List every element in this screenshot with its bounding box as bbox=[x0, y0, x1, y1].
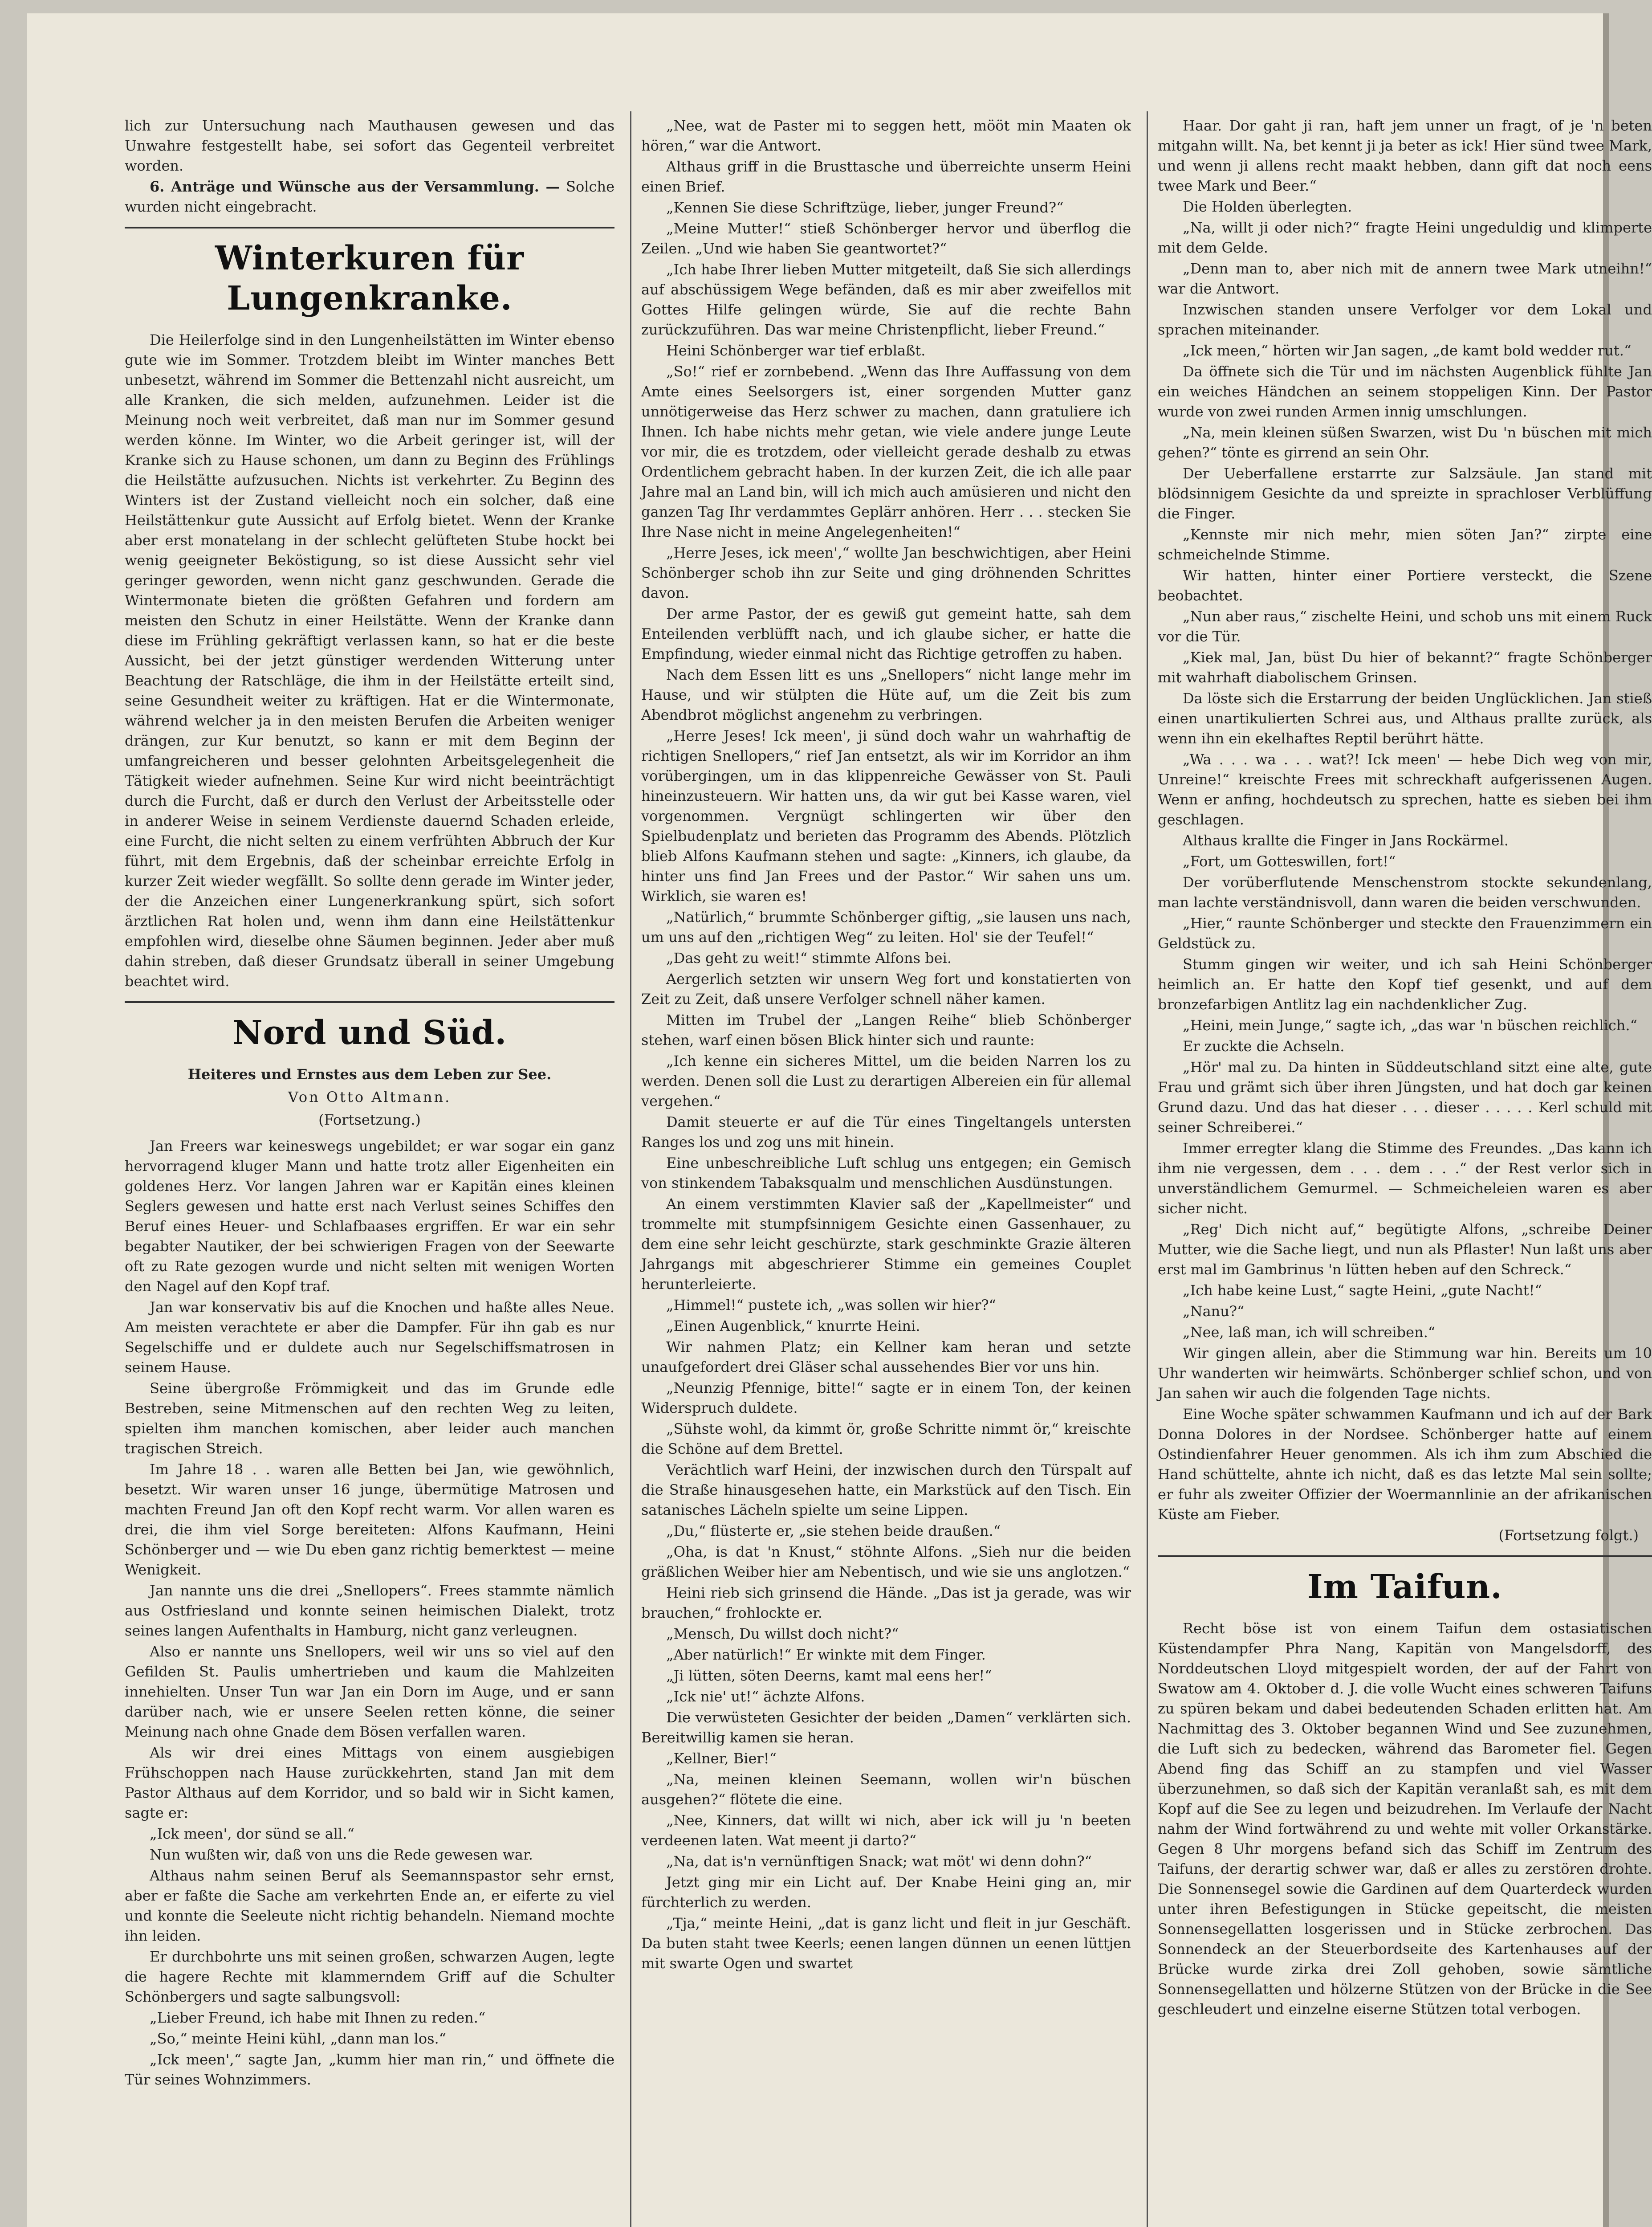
article-paragraph: Seine übergroße Frömmigkeit und das im Grunde edle Bestreben, seine Mitmenschen auf den rechten Weg zu leiten, spielten ihm manchen komischen, aber leider auch manchen tragischen Streich. bbox=[125, 1380, 614, 1457]
article-paragraph: „Lieber Freund, ich habe mit Ihnen zu reden.“ bbox=[150, 2009, 486, 2026]
article-paragraph: „Kennste mir nich mehr, mien söten Jan?“ zirpte eine schmeichelnde Stimme. bbox=[1158, 526, 1652, 563]
article-paragraph: Althaus nahm seinen Beruf als Seemannspastor sehr ernst, aber er faßte die Sache am verkehrten Ende an, er eiferte zu viel und konnte die Seeleute nicht richtig behandeln. Niemand mochte ihn leiden. bbox=[125, 1867, 614, 1944]
article-paragraph: „Denn man to, aber nich mit de annern twee Mark utneihn!“ war die Antwort. bbox=[1158, 260, 1652, 297]
article-body-winterkuren bbox=[125, 330, 614, 991]
article-paragraph: „Herre Jeses, ick meen',“ wollte Jan beschwichtigen, aber Heini Schönberger schob ihn zur Seite und ging dröhnenden Schrittes davon. bbox=[641, 544, 1131, 601]
article-paragraph: „Nee, Kinners, dat willt wi nich, aber ick will ju 'n beeten verdeenen laten. Wat meent ji darto?“ bbox=[641, 1812, 1131, 1849]
article-paragraph: „Ich habe keine Lust,“ sagte Heini, „gute Nacht!“ bbox=[1183, 1282, 1542, 1299]
article-paragraph: „Nun aber raus,“ zischelte Heini, und schob uns mit einem Ruck vor die Tür. bbox=[1158, 608, 1652, 645]
motion-paragraph bbox=[125, 177, 614, 217]
article-paragraph: Nun wußten wir, daß von uns die Rede gewesen war. bbox=[150, 1846, 533, 1863]
article-title-im-taifun: Im Taifun. bbox=[1307, 1568, 1502, 1606]
article-paragraph: Die verwüsteten Gesichter der beiden „Damen“ verklärten sich. Bereitwillig kamen sie heran. bbox=[641, 1709, 1131, 1746]
article-paragraph: „Mensch, Du willst doch nicht?“ bbox=[666, 1625, 899, 1642]
article-paragraph: Heini Schönberger war tief erblaßt. bbox=[666, 342, 926, 359]
article-paragraph: Im Jahre 18 . . waren alle Betten bei Jan, wie gewöhnlich, besetzt. Wir waren unser 16 junge, übermütige Matrosen und machten Freund Jan oft den Kopf recht warm. Vor allen waren es drei, die ihm viel Sorge bereiteten: Alfons Kaufmann, Heini Schönberger und — wie Du eben ganz richtig bemerktest — meine Wenigkeit. bbox=[125, 1461, 614, 1578]
article-paragraph: Der Ueberfallene erstarrte zur Salzsäule. Jan stand mit blödsinnigem Gesichte da und spreizte in sprachloser Verblüffung die Finger. bbox=[1158, 465, 1652, 522]
article-paragraph: Nach dem Essen litt es uns „Snellopers“ nicht lange mehr im Hause, und wir stülpten die Hüte auf, um die Zeit bis zum Abendbrot möglichst angenehm zu verbringen. bbox=[641, 666, 1131, 723]
article-paragraph: „Na, mein kleinen süßen Swarzen, wist Du 'n büschen mit mich gehen?“ tönte es girrend an sein Ohr. bbox=[1158, 424, 1652, 461]
column-2 bbox=[641, 116, 1131, 1974]
article-paragraph: Mitten im Trubel der „Langen Reihe“ blieb Schönberger stehen, warf einen bösen Blick hinter sich und raunte: bbox=[641, 1012, 1131, 1048]
article-subtitle: Heiteres und Ernstes aus dem Leben zur See. bbox=[187, 1066, 552, 1083]
article-paragraph: Der vorüberflutende Menschenstrom stockte sekundenlang, man lachte verständnisvoll, dann waren die beiden verschwunden. bbox=[1158, 874, 1652, 911]
column-divider-right bbox=[1147, 111, 1148, 2227]
article-paragraph: Die Holden überlegten. bbox=[1183, 198, 1352, 215]
article-paragraph: „Tja,“ meinte Heini, „dat is ganz licht und fleit in jur Geschäft. Da buten staht twee Keerls; eenen langen dünnen un eenen lüttjen mit swarte Ogen und swartet bbox=[641, 1915, 1131, 1972]
article-paragraph: Er durchbohrte uns mit seinen großen, schwarzen Augen, legte die hagere Rechte mit klammerndem Griff auf die Schulter Schönbergers und sagte salbungsvoll: bbox=[125, 1948, 614, 2005]
motion-heading: 6. Anträge und Wünsche aus der Versammlung. — bbox=[150, 178, 560, 195]
article-paragraph: „Na, dat is'n vernünftigen Snack; wat möt' wi denn dohn?“ bbox=[666, 1853, 1092, 1870]
article-paragraph: „Fort, um Gotteswillen, fort!“ bbox=[1183, 853, 1396, 870]
article-paragraph: „Ich habe Ihrer lieben Mutter mitgeteilt, daß Sie sich allerdings auf abschüssigem Wege befänden, daß es mir aber zweifellos mit Gottes Hilfe gelingen würde, Sie auf die rechte Bahn zurückzuführen. Das war meine Christenpflicht, lieber Freund.“ bbox=[641, 261, 1131, 338]
article-paragraph: Da öffnete sich die Tür und im nächsten Augenblick fühlte Jan ein weiches Händchen an seinem stoppeligen Kinn. Der Pastor wurde von zwei runden Armen innig umschlungen. bbox=[1158, 363, 1652, 420]
column-1 bbox=[125, 116, 614, 2091]
continued-notice: (Fortsetzung.) bbox=[318, 1111, 421, 1128]
article-paragraph: Althaus griff in die Brusttasche und überreichte unserm Heini einen Brief. bbox=[641, 158, 1131, 195]
article-paragraph: Jan war konservativ bis auf die Knochen und haßte alles Neue. Am meisten verachtete er aber die Dampfer. Für ihn gab es nur Segelschiffe und er duldete auch nur Segelschiffsmatrosen in seinem Hause. bbox=[125, 1299, 614, 1376]
article-paragraph: Damit steuerte er auf die Tür eines Tingeltangels untersten Ranges los und zog uns mit hinein. bbox=[641, 1114, 1131, 1150]
column-3 bbox=[1158, 116, 1652, 2020]
article-paragraph: Immer erregter klang die Stimme des Freundes. „Das kann ich ihm nie vergessen, dem . . . dem . . .“ der Rest verlor sich in unverständlichem Gemurmel. — Schmeicheleien waren es aber sicher nicht. bbox=[1158, 1140, 1652, 1217]
article-paragraph: „Nee, laß man, ich will schreiben.“ bbox=[1183, 1324, 1436, 1341]
article-paragraph: „Meine Mutter!“ stieß Schönberger hervor und überflog die Zeilen. „Und wie haben Sie geantwortet?“ bbox=[641, 220, 1131, 257]
article-paragraph: „So,“ meinte Heini kühl, „dann man los.“ bbox=[150, 2030, 447, 2047]
article-paragraph: „Ick meen', dor sünd se all.“ bbox=[150, 1825, 354, 1842]
article-paragraph: Aergerlich setzten wir unsern Weg fort und konstatierten von Zeit zu Zeit, daß unsere Verfolger schnell näher kamen. bbox=[641, 971, 1131, 1007]
article-paragraph: Eine unbeschreibliche Luft schlug uns entgegen; ein Gemisch von stinkendem Tabaksqualm und menschlichen Ausdünstungen. bbox=[641, 1154, 1131, 1191]
article-paragraph: „Na, meinen kleinen Seemann, wollen wir'n büschen ausgehen?“ flötete die eine. bbox=[641, 1771, 1131, 1808]
column-divider-left bbox=[630, 111, 631, 2227]
article-paragraph: Er zuckte die Achseln. bbox=[1183, 1038, 1345, 1055]
article-paragraph: „Aber natürlich!“ Er winkte mit dem Finger. bbox=[666, 1646, 986, 1663]
article-paragraph: Der arme Pastor, der es gewiß gut gemeint hatte, sah dem Enteilenden verblüfft nach, und ich glaube sicher, er hatte die Empfindung, wieder einmal nicht das Richtige getroffen zu haben. bbox=[641, 605, 1131, 662]
article-paragraph: Als wir drei eines Mittags von einem ausgiebigen Frühschoppen nach Hause zurückkehrten, stand Jan mit dem Pastor Althaus auf dem Korridor, und so bald wir in Sicht kamen, sagte er: bbox=[125, 1744, 614, 1821]
article-paragraph: „Ji lütten, söten Deerns, kamt mal eens her!“ bbox=[666, 1667, 992, 1684]
article-paragraph: Jetzt ging mir ein Licht auf. Der Knabe Heini ging an, mir fürchterlich zu werden. bbox=[641, 1874, 1131, 1911]
article-paragraph: „Sühste wohl, da kimmt ör, große Schritte nimmt ör,“ kreischte die Schöne auf dem Brettel. bbox=[641, 1420, 1131, 1457]
article-body-nord-und-sued bbox=[125, 1136, 614, 2090]
article-paragraph: „Natürlich,“ brummte Schönberger giftig, „sie lausen uns nach, um uns auf den „richtigen Weg“ zu leiten. Hol' sie der Teufel!“ bbox=[641, 909, 1131, 946]
article-paragraph: Inzwischen standen unsere Verfolger vor dem Lokal und sprachen miteinander. bbox=[1158, 301, 1652, 338]
article-paragraph: Jan nannte uns die drei „Snellopers“. Frees stammte nämlich aus Ostfriesland und konnte seinen heimischen Dialekt, trotz seines langen Aufenthalts in Hamburg, nicht ganz verleugnen. bbox=[125, 1582, 614, 1639]
article-paragraph: „Hör' mal zu. Da hinten in Süddeutschland sitzt eine alte, gute Frau und grämt sich über ihren Jüngsten, und hat doch gar keinen Grund dazu. Und das hat dieser . . . dieser . . . . . Kerl schuld mit seiner Schreiberei.“ bbox=[1158, 1059, 1652, 1136]
article-paragraph: „Ick nie' ut!“ ächzte Alfons. bbox=[666, 1688, 865, 1705]
article-paragraph: Althaus krallte die Finger in Jans Rockärmel. bbox=[1183, 832, 1509, 849]
continued-footer: (Fortsetzung folgt.) bbox=[1498, 1527, 1639, 1544]
article-paragraph: Eine Woche später schwammen Kaufmann und ich auf der Bark Donna Dolores in der Nordsee. Schönberger hatte auf einem Ostindienfahrer Heuer genommen. Als ich ihm zum Abschied die Hand schüttelte, ahnte ich nicht, daß es das letzte Mal sein sollte; er fuhr als zweiter Offizier der Woermannlinie an der afrikanischen Küste am Fieber. bbox=[1158, 1406, 1652, 1523]
article-paragraph: „Reg' Dich nicht auf,“ begütigte Alfons, „schreibe Deiner Mutter, wie die Sache liegt, und nun als Pflaster! Nun laßt uns aber erst mal im Gambrinus 'n lütten heben auf den Schreck.“ bbox=[1158, 1221, 1652, 1278]
article-paragraph: „Neunzig Pfennige, bitte!“ sagte er in einem Ton, der keinen Widerspruch duldete. bbox=[641, 1379, 1131, 1416]
article-paragraph: „Du,“ flüsterte er, „sie stehen beide draußen.“ bbox=[666, 1522, 1001, 1539]
article-paragraph: Wir hatten, hinter einer Portiere versteckt, die Szene beobachtet. bbox=[1158, 567, 1652, 604]
article-paragraph: Heini rieb sich grinsend die Hände. „Das ist ja gerade, was wir brauchen,“ frohlockte er. bbox=[641, 1584, 1131, 1621]
article-paragraph: „Ick meen',“ sagte Jan, „kumm hier man rin,“ und öffnete die Tür seines Wohnzimmers. bbox=[125, 2051, 614, 2088]
section-rule bbox=[125, 1001, 614, 1003]
article-paragraph: „So!“ rief er zornbebend. „Wenn das Ihre Auffassung von dem Amte eines Seelsorgers ist, einer sorgenden Mutter ganz unnötigerweise das Herz schwer zu machen, dann gratuliere ich Ihnen. Ich habe nichts mehr getan, wie viele andere junge Leute vor mir, die es trotzdem, oder vielleicht gerade deshalb zu etwas Ordentlichem gebracht haben. In der kurzen Zeit, die ich alle paar Jahre mal an Land bin, will ich mich auch amüsieren und nicht den ganzen Tag Ihr verdammtes Geplärr anhören. Herr . . . stecken Sie Ihre Nase nicht in meine Angelegenheiten!“ bbox=[641, 363, 1131, 540]
intro-paragraph: lich zur Untersuchung nach Mauthausen gewesen und das Unwahre festgestellt habe, sei sofort das Gegenteil verbreitet worden. bbox=[125, 117, 614, 174]
article-paragraph: Stumm gingen wir weiter, und ich sah Heini Schönberger heimlich an. Er hatte den Kopf tief gesenkt, und auf dem bronzefarbigen Antlitz lag ein nachdenklicher Zug. bbox=[1158, 956, 1652, 1013]
article-body-continued bbox=[641, 116, 1131, 1974]
article-paragraph: „Herre Jeses! Ick meen', ji sünd doch wahr un wahrhaftig de richtigen Snellopers,“ rief Jan entsetzt, als wir im Korridor an ihm vorübergingen, um in das klippenreiche Gewässer von St. Pauli hineinzusteuern. Wir hatten uns, da wir gut bei Kasse waren, viel vorgenommen. Vergnügt schlingerten wir über den Spielbudenplatz und berieten das Programm des Abends. Plötzlich blieb Alfons Kaufmann stehen und sagte: „Kinners, ich glaube, da hinter uns find Jan Frees und der Pastor.“ Wir sahen uns um. Wirklich, sie waren es! bbox=[641, 727, 1131, 905]
article-title-winterkuren: Winterkuren für Lungenkranke. bbox=[215, 239, 525, 318]
article-paragraph: Die Heilerfolge sind in den Lungenheilstätten im Winter ebenso gute wie im Sommer. Trotzdem bleibt im Winter manches Bett unbesetzt, während im Sommer die Bettenzahl nicht ausreicht, um alle Kranken, die sich melden, aufzunehmen. Leider ist die Meinung noch weit verbreitet, daß man nur im Sommer gesund werden könne. Im Winter, wo die Arbeit geringer ist, will der Kranke sich zu Hause schonen, um dann zu Beginn des Frühlings die Heilstätte aufzusuchen. Nichts ist verkehrter. Zu Beginn des Winters ist der Zustand vielleicht noch ein solcher, daß eine Heilstättenkur gute Aussicht auf Erfolg bietet. Wenn der Kranke aber erst monatelang in der schlecht gelüfteten Stube hockt bei wenig geeigneter Beköstigung, so ist diese Aussicht sehr viel geringer geworden, wenn nicht ganz geschwunden. Gerade die Wintermonate bieten die größten Gefahren und fordern am meisten den Schutz in einer Heilstätte. Wenn der Kranke dann diese im Frühling gekräftigt verlassen kann, so hat er die beste Aussicht, bei der jetzt günstiger werdenden Witterung unter Beachtung der Ratschläge, die ihm in der Heilstätte erteilt sind, seine Gesundheit weiter zu kräftigen. Hat er die Wintermonate, während welcher ja in den meisten Berufen die Arbeiten weniger drängen, zur Kur benutzt, so kann er mit dem Beginn der umfangreicheren und besser gelohnten Arbeitsgelegenheit die Tätigkeit wieder aufnehmen. Seine Kur wird nicht beeinträchtigt durch die Furcht, daß er durch den Verlust der Arbeitsstelle oder in anderer Weise in seinem Verdienste dauernd Schaden erleide, eine Furcht, die nicht selten zu einem verfrühten Abbruch der Kur führt, mit dem Ergebnis, daß der scheinbar erreichte Erfolg in kurzer Zeit wieder wegfällt. So sollte denn gerade im Winter jeder, der die Anzeichen einer Lungenerkrankung spürt, sich sofort ärztlichen Rat holen und, wenn ihm dann eine Heilstättenkur empfohlen wird, dieselbe ohne Säumen beginnen. Jeder aber muß dahin streben, daß dieser Grundsatz überall in seiner Umgebung beachtet wird. bbox=[125, 331, 614, 990]
article-body-continued-end bbox=[1158, 116, 1652, 1525]
article-paragraph: „Das geht zu weit!“ stimmte Alfons bei. bbox=[666, 950, 952, 967]
article-paragraph: Haar. Dor gaht ji ran, haft jem unner un fragt, of je 'n beten mitgahn willt. Na, bet kennt ji ja beter as ick! Hier sünd twee Mark, und wenn ji allens recht maakt hebben, dann gift dat noch eens twee Mark und Beer.“ bbox=[1158, 117, 1652, 194]
article-paragraph: „Kennen Sie diese Schriftzüge, lieber, junger Freund?“ bbox=[666, 199, 1064, 216]
newspaper-page bbox=[27, 13, 1652, 2227]
article-paragraph: „Himmel!“ pustete ich, „was sollen wir hier?“ bbox=[666, 1297, 996, 1313]
article-paragraph: „Kiek mal, Jan, büst Du hier of bekannt?“ fragte Schönberger mit wahrhaft diabolischem Grinsen. bbox=[1158, 649, 1652, 686]
article-paragraph: „Ick meen,“ hörten wir Jan sagen, „de kamt bold wedder rut.“ bbox=[1183, 342, 1632, 359]
article-paragraph: Recht böse ist von einem Taifun dem ostasiatischen Küstendampfer Phra Nang, Kapitän von Mangelsdorff, des Norddeutschen Lloyd mitgespielt worden, der auf der Fahrt von Swatow am 4. Oktober d. J. die volle Wucht eines schweren Taifuns zu spüren bekam und dabei bedeutenden Schaden erlitten hat. Am Nachmittag des 3. Oktober begannen Wind und See zuzunehmen, die Luft sich zu bedecken, während das Barometer fiel. Gegen Abend fing das Schiff an zu stampfen und viel Wasser überzunehmen, so daß sich der Kapitän veranlaßt sah, es mit dem Kopf auf die See zu legen und beizudrehen. Im Verlaufe der Nacht nahm der Wind fortwährend zu und wehte mit voller Orkanstärke. Gegen 8 Uhr morgens befand sich das Schiff im Zentrum des Taifuns, der derartig schwer war, daß er alles zu zerstören drohte. Die Sonnensegel sowie die Gardinen auf dem Quarterdeck wurden unter ihren Befestigungen in Stücke gepeitscht, die meisten Sonnensegellatten losgerissen und in Stücke zerbrochen. Das Sonnendeck an der Steuerbordseite des Kartenhauses auf der Brücke wurde zirka drei Zoll gehoben, sowie sämtliche Sonnensegellatten und hölzerne Stützen von der Brücke in die See geschleudert und einzelne eiserne Stützen total verbogen. bbox=[1158, 1620, 1652, 2018]
article-paragraph: „Nee, wat de Paster mi to seggen hett, mööt min Maaten ok hören,“ war die Antwort. bbox=[641, 117, 1131, 154]
article-paragraph: „Ich kenne ein sicheres Mittel, um die beiden Narren los zu werden. Denen soll die Lust zu derartigen Albereien ein für allemal vergehen.“ bbox=[641, 1052, 1131, 1109]
article-author: Von Otto Altmann. bbox=[288, 1089, 452, 1105]
article-paragraph: „Wa . . . wa . . . wat?! Ick meen' — hebe Dich weg von mir, Unreine!“ kreischte Frees mit schreckhaft aufgerissenen Augen. Wenn er anfing, hochdeutsch zu sprechen, hatte es sieben bei ihm geschlagen. bbox=[1158, 751, 1652, 828]
article-body-im-taifun bbox=[1158, 1619, 1652, 2019]
article-paragraph: „Oha, is dat 'n Knust,“ stöhnte Alfons. „Sieh nur die beiden gräßlichen Weiber hier am Nebentisch, und wie sie uns anglotzen.“ bbox=[641, 1543, 1131, 1580]
article-paragraph: „Einen Augenblick,“ knurrte Heini. bbox=[666, 1317, 920, 1334]
article-paragraph: Also er nannte uns Snellopers, weil wir uns so viel auf den Gefilden St. Paulis umhertrieben und kaum die Mahlzeiten innehielten. Unser Tun war Jan ein Dorn im Auge, und er sann darüber nach, wie er unsere Seelen retten könne, die seiner Meinung nach ohne Gnade dem Bösen verfallen waren. bbox=[125, 1643, 614, 1740]
article-paragraph: „Hier,“ raunte Schönberger und steckte den Frauenzimmern ein Geldstück zu. bbox=[1158, 915, 1652, 952]
section-rule bbox=[1158, 1555, 1652, 1557]
article-paragraph: „Kellner, Bier!“ bbox=[666, 1750, 777, 1767]
article-paragraph: „Heini, mein Junge,“ sagte ich, „das war 'n büschen reichlich.“ bbox=[1183, 1017, 1637, 1034]
article-paragraph: Wir gingen allein, aber die Stimmung war hin. Bereits um 10 Uhr wanderten wir heimwärts. Schönberger schlief schon, und von Jan sahen wir auch die folgenden Tage nichts. bbox=[1158, 1345, 1652, 1402]
section-rule bbox=[125, 227, 614, 228]
article-paragraph: „Na, willt ji oder nich?“ fragte Heini ungeduldig und klimperte mit dem Gelde. bbox=[1158, 219, 1652, 256]
article-paragraph: „Nanu?“ bbox=[1183, 1303, 1245, 1320]
article-paragraph: Jan Freers war keineswegs ungebildet; er war sogar ein ganz hervorragend kluger Mann und hatte trotz aller Eigenheiten ein goldenes Herz. Vor langen Jahren war er Kapitän eines kleinen Seglers gewesen und hatte erst nach Verlust seines Schiffes den Beruf eines Heuer- und Schlafbaases ergriffen. Er war ein sehr begabter Nautiker, der bei schwierigen Fragen von der Seewarte oft zu Rate gezogen wurde und nicht selten mit wenigen Worten den Nagel auf den Kopf traf. bbox=[125, 1138, 614, 1295]
article-title-nord-und-sued: Nord und Süd. bbox=[232, 1014, 507, 1052]
article-paragraph: Verächtlich warf Heini, der inzwischen durch den Türspalt auf die Straße hinausgesehen hatte, ein Markstück auf den Tisch. Ein satanisches Lächeln spielte um seine Lippen. bbox=[641, 1461, 1131, 1518]
article-paragraph: Wir nahmen Platz; ein Kellner kam heran und setzte unaufgefordert drei Gläser schal aussehendes Bier vor uns hin. bbox=[641, 1338, 1131, 1375]
article-paragraph: Da löste sich die Erstarrung der beiden Unglücklichen. Jan stieß einen unartikulierten Schrei aus, und Althaus prallte zurück, als wenn ihn ein ekelhaftes Reptil berührt hätte. bbox=[1158, 690, 1652, 747]
article-paragraph: An einem verstimmten Klavier saß der „Kapellmeister“ und trommelte mit stumpfsinnigem Gesichte einen Gassenhauer, zu dem eine sehr leicht geschürzte, stark geschminkte Grazie älteren Jahrgangs mit abgeschrierer Stimme ein gemeines Couplet herunterleierte. bbox=[641, 1195, 1131, 1293]
motion-text: Solche wurden nicht eingebracht. bbox=[125, 178, 614, 215]
